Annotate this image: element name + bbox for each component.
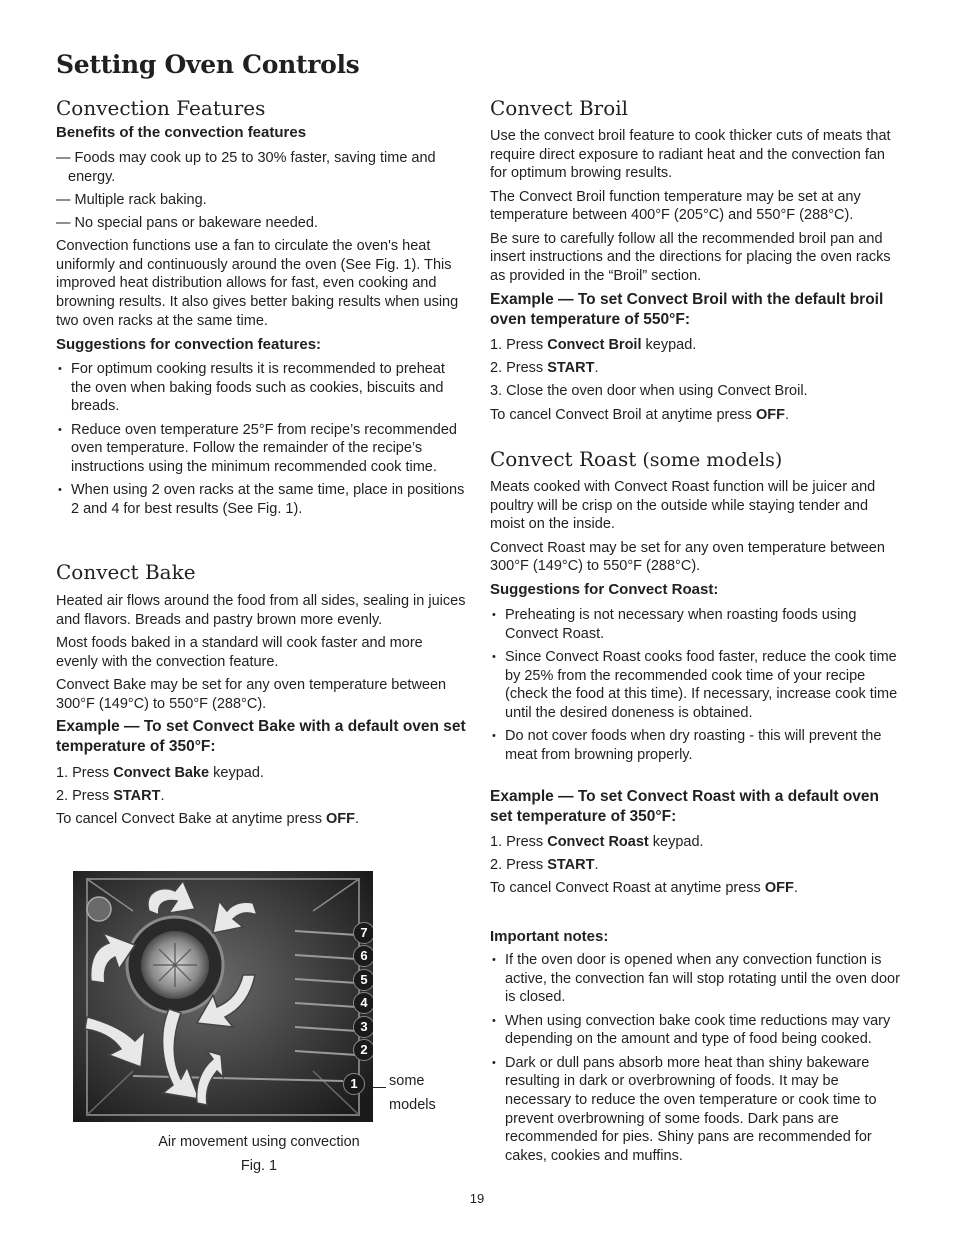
cancel-note: To cancel Convect Broil at anytime press OFF. xyxy=(490,406,789,423)
rack-position-badge: 3 xyxy=(353,1016,373,1038)
convection-features-heading: Convection Features xyxy=(56,96,266,120)
benefits-list xyxy=(56,149,466,233)
convect-bake-heading: Convect Bake xyxy=(56,560,196,584)
convect-bake-steps xyxy=(56,764,466,829)
convect-broil-p2: The Convect Broil function temperature may be set at any temperature between 400°F (205°C) and 550°F (288°C). xyxy=(490,188,861,224)
benefit-item: — No special pans or bakeware needed. xyxy=(56,215,318,232)
list-item: • When using convection bake cook time reductions may vary depending on the amount and type of food being cooked. xyxy=(490,1012,902,1049)
list-item: • Dark or dull pans absorb more heat than shiny bakeware resulting in dark or overbrowning of foods. It may be necessary to reduce the oven temperature or cook time to prevent overbrowning of some foods. Dark pans are recommended for pies. Shiny pans are recommended for cakes, cookies and muffins. xyxy=(490,1054,902,1166)
convect-bake-example-heading: Example — To set Convect Bake with a default oven set temperature of 350°F: xyxy=(56,718,466,755)
oven-convection-figure xyxy=(73,871,373,1122)
convect-broil-steps xyxy=(490,336,902,424)
figure-side-label-2: models xyxy=(389,1097,436,1113)
step-2: 2. Press START. xyxy=(56,788,165,805)
benefit-item: — Multiple rack baking. xyxy=(56,191,207,208)
convection-suggestions-list xyxy=(56,360,466,519)
cancel-note: To cancel Convect Bake at anytime press OFF. xyxy=(56,811,360,828)
convect-roast-suggestions-heading: Suggestions for Convect Roast: xyxy=(490,581,719,598)
important-notes-list xyxy=(490,951,902,1166)
rack-position-badge: 2 xyxy=(353,1039,373,1061)
rack-position-badge: 4 xyxy=(353,992,373,1014)
convection-suggestions-heading: Suggestions for convection features: xyxy=(56,336,322,353)
convection-body: Convection functions use a fan to circulate the oven's heat uniformly and continuously around the oven (See Fig. 1). This improved heat distribution allows for fast, even cooking and browning results. It also gives better baking results when using two oven racks at the same time. xyxy=(56,238,459,329)
convect-roast-suggestions-list xyxy=(490,606,902,765)
convect-broil-heading: Convect Broil xyxy=(490,96,629,120)
convect-bake-p1: Heated air flows around the food from all sides, sealing in juices and flavors. Breads and pastry brown more evenly. xyxy=(56,593,466,628)
figure-caption: Air movement using convection xyxy=(158,1134,360,1150)
step-1: 1. Press Convect Roast keypad. xyxy=(490,834,704,850)
list-item: • Reduce oven temperature 25°F from recipe’s recommended oven temperature. Follow the remainder of the recipe’s instructions using the minimum recommended cook time. xyxy=(56,421,466,477)
figure-side-label-1: some xyxy=(389,1073,425,1089)
convect-bake-p2: Most foods baked in a standard will cook faster and more evenly with the convection feature. xyxy=(56,634,423,670)
convect-roast-heading: Convect Roast (some models) xyxy=(490,447,783,471)
list-item: • Since Convect Roast cooks food faster, reduce the cook time by 25% from the recommended cook time of your recipe (check the food at this time). If necessary, increase cook time until the desired doneness is obtained. xyxy=(490,648,902,723)
rack-position-badge: 5 xyxy=(353,969,373,991)
list-item: • For optimum cooking results it is recommended to preheat the oven when baking foods such as cookies, biscuits and breads. xyxy=(56,360,466,416)
step-1: 1. Press Convect Bake keypad. xyxy=(56,765,264,781)
convect-bake-p3: Convect Bake may be set for any oven temperature between 300°F (149°C) to 550°F (288°C). xyxy=(56,676,447,712)
list-item: • Preheating is not necessary when roasting foods using Convect Roast. xyxy=(490,606,902,643)
cancel-note: To cancel Convect Roast at anytime press OFF. xyxy=(490,880,798,897)
important-notes-heading: Important notes: xyxy=(490,928,609,945)
step-2: 2. Press START. xyxy=(490,857,599,874)
step-1: 1. Press Convect Broil keypad. xyxy=(490,337,697,353)
page-title: Setting Oven Controls xyxy=(56,50,360,79)
list-item: • If the oven door is opened when any convection function is active, the convection fan will stop rotating until the oven door is closed. xyxy=(490,951,902,1007)
benefit-item: — Foods may cook up to 25 to 30% faster, saving time and energy. xyxy=(56,150,436,185)
callout-line xyxy=(372,1087,386,1088)
list-item: • When using 2 oven racks at the same time, place in positions 2 and 4 for best results (See Fig. 1). xyxy=(56,481,466,518)
convect-broil-p1: Use the convect broil feature to cook thicker cuts of meats that require direct exposure to radiant heat and the convection fan for optimum browing results. xyxy=(490,128,891,182)
rack-position-badge: 6 xyxy=(353,945,373,967)
page-number: 19 xyxy=(469,1191,485,1206)
step-3: 3. Close the oven door when using Convect Broil. xyxy=(490,383,808,400)
convect-roast-steps xyxy=(490,833,902,898)
convect-roast-p2: Convect Roast may be set for any oven temperature between 300°F (149°C) to 550°F (288°C). xyxy=(490,539,885,575)
figure-label: Fig. 1 xyxy=(240,1158,278,1174)
oven-interior-illustration xyxy=(73,871,373,1122)
convect-roast-example-heading: Example — To set Convect Roast with a default oven set temperature of 350°F: xyxy=(490,788,880,825)
convect-broil-p3: Be sure to carefully follow all the recommended broil pan and insert instructions and the directions for placing the oven racks as provided in the “Broil” section. xyxy=(490,230,891,284)
rack-position-badge: 7 xyxy=(353,922,373,944)
convect-broil-example-heading: Example — To set Convect Broil with the default broil oven temperature of 550°F: xyxy=(490,291,884,328)
convection-features-section xyxy=(56,96,466,120)
rack-position-badge: 1 xyxy=(343,1073,365,1095)
list-item: • Do not cover foods when dry roasting - this will prevent the meat from browning properly. xyxy=(490,727,902,764)
benefits-heading: Benefits of the convection features xyxy=(56,124,307,141)
step-2: 2. Press START. xyxy=(490,360,599,377)
convect-roast-p1: Meats cooked with Convect Roast function will be juicer and poultry will be crisp on the outside while staying tender and moist on the inside. xyxy=(490,479,876,533)
